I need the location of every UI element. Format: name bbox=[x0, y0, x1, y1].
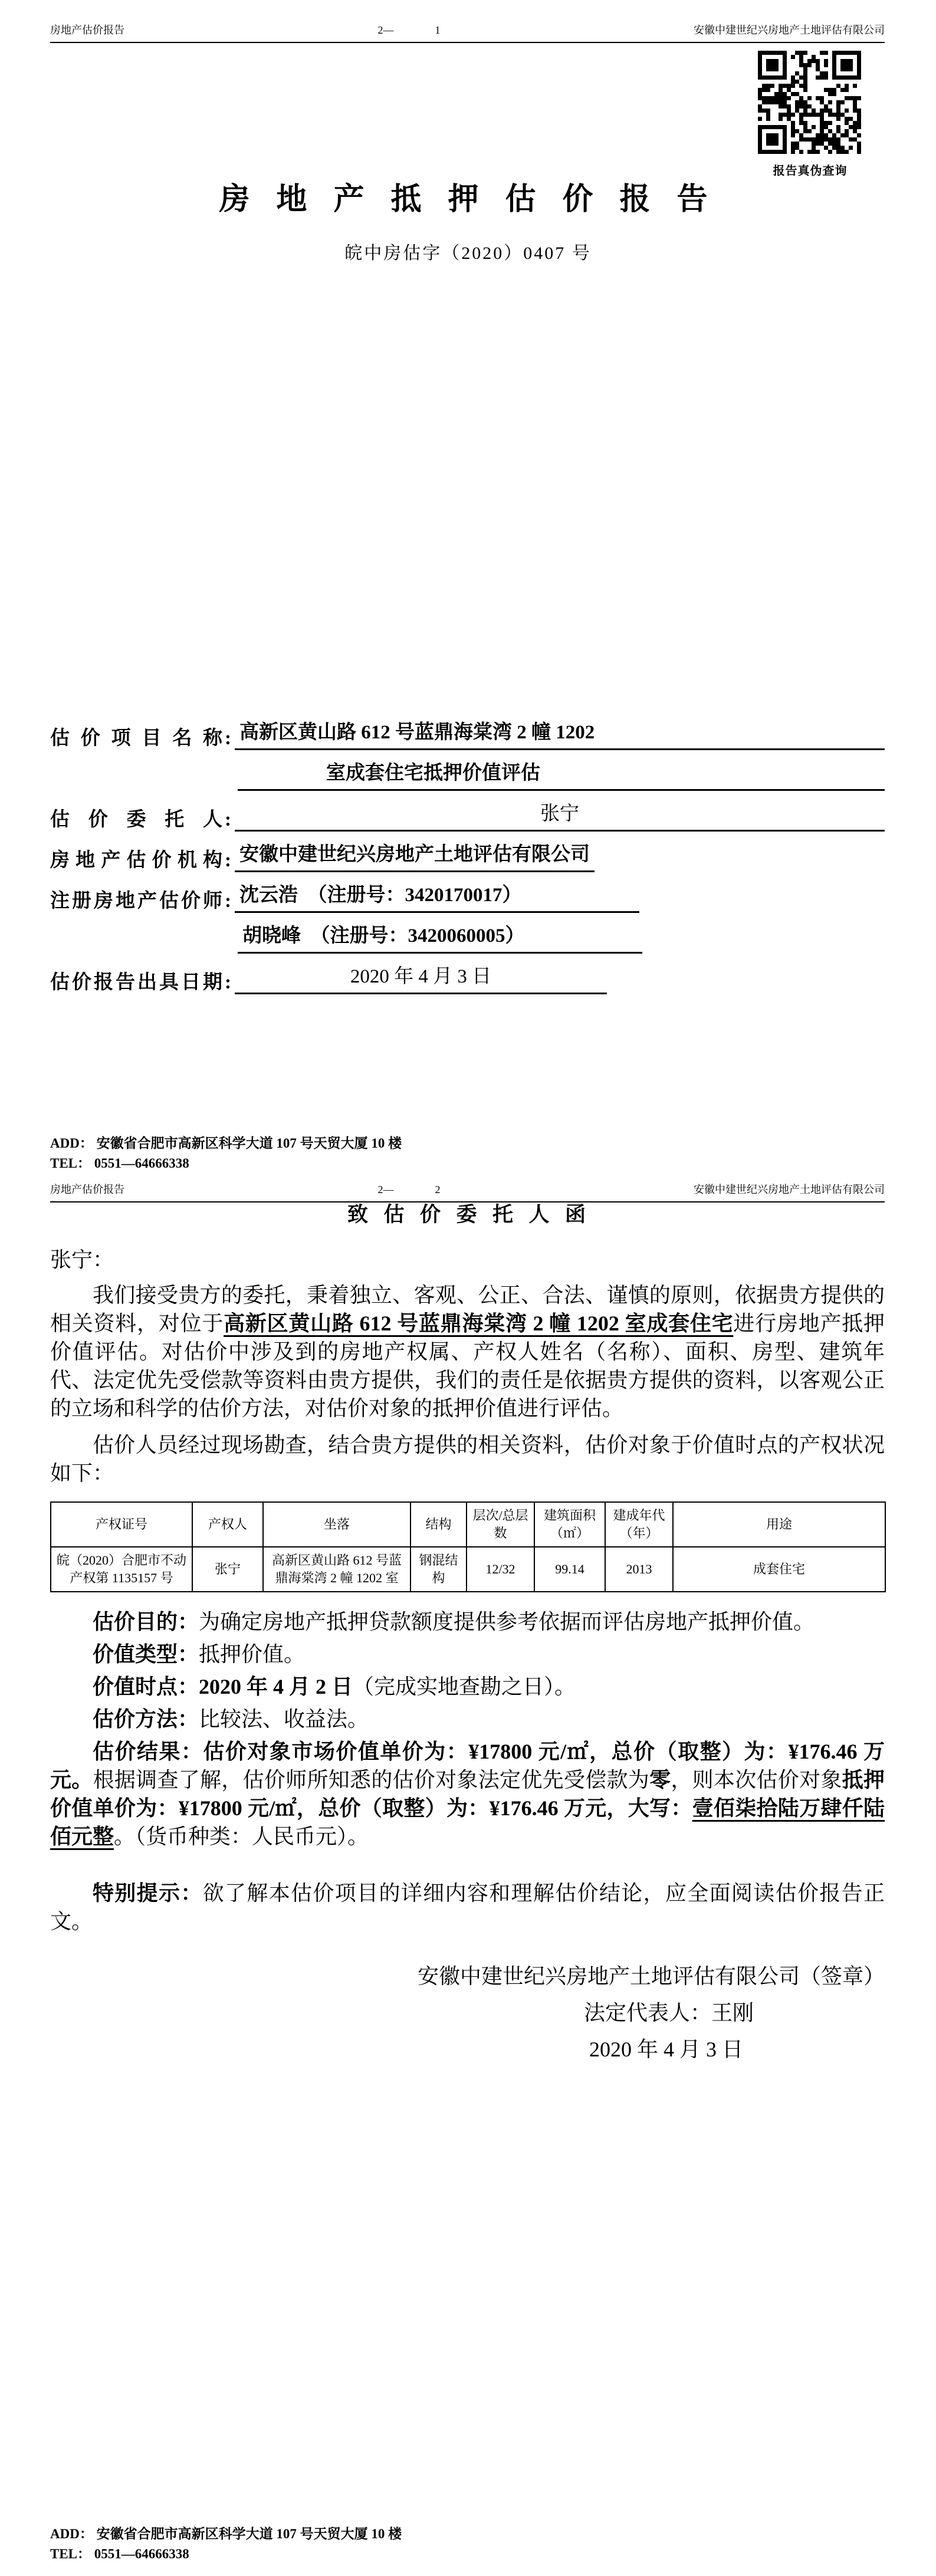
qr-block bbox=[758, 51, 862, 178]
col-header-usage: 用途 bbox=[673, 1502, 885, 1547]
text-segment: 高新区黄山路 612 号蓝鼎海棠湾 2 幢 1202 室成套住宅 bbox=[224, 1312, 734, 1335]
property-rights-table bbox=[50, 1501, 886, 1592]
header-doc-name: 房地产估价报告 bbox=[50, 1184, 124, 1195]
field-value-project-line2: 室成套住宅抵押价值评估 bbox=[238, 761, 885, 791]
field-label-text: 注册房地产估价师 bbox=[50, 891, 222, 912]
document-title: 房 地 产 抵 押 估 价 报 告 bbox=[219, 183, 717, 216]
field-label-report-date bbox=[50, 971, 235, 994]
text-segment: 比较法、收益法。 bbox=[199, 1707, 369, 1731]
text-segment: 价值时点： bbox=[93, 1675, 199, 1698]
page-header bbox=[50, 1183, 885, 1202]
field-label-project bbox=[50, 727, 235, 750]
text-segment: 欲了解本估价项目的详细内容和理解估价结论，应全面阅读估价报告正文。 bbox=[50, 1881, 885, 1933]
text-segment: 抵押价值单价为：¥17800 元/㎡，总价（取整）为：¥176.46 万元 bbox=[50, 1768, 885, 1820]
paragraph-survey: 估价人员经过现场勘查，结合贵方提供的相关资料，估价对象于价值时点的产权状况如下： bbox=[50, 1433, 885, 1485]
text-segment: 。（货币种类：人民币元）。 bbox=[114, 1825, 369, 1848]
text-segment: 估价对象市场价值单价为：¥17800 元/㎡，总价（取整）为：¥176.46 万元。 bbox=[50, 1740, 885, 1792]
page-number-value: 2 bbox=[435, 1184, 441, 1195]
field-colon: : bbox=[225, 809, 231, 830]
footer-phone: TEL： 0551—64666338 bbox=[50, 2547, 189, 2561]
text-segment: 特别提示： bbox=[93, 1881, 203, 1905]
text-segment: ，则本次估价对象 bbox=[671, 1768, 842, 1792]
text-segment: 我们接受贵方的委托，秉着独立、客观、公正、合法、谨慎的原则，依据贵方提供的相关资料，对位于 bbox=[50, 1283, 885, 1335]
header-doc-name: 房地产估价报告 bbox=[50, 24, 124, 36]
header-page-number bbox=[378, 24, 441, 37]
field-value-agency: 安徽中建世纪兴房地产土地评估有限公司 bbox=[235, 843, 595, 872]
text-segment: 零 bbox=[649, 1768, 671, 1792]
header-page-number bbox=[378, 1183, 441, 1196]
signature-date: 2020 年 4 月 3 日 bbox=[589, 2038, 743, 2061]
letter-page bbox=[0, 1179, 936, 2576]
field-value-appraiser-1: 沈云浩 （注册号：3420170017） bbox=[235, 883, 639, 913]
field-value-project-line1: 高新区黄山路 612 号蓝鼎海棠湾 2 幢 1202 bbox=[235, 721, 885, 750]
page-number-value: 1 bbox=[435, 24, 441, 36]
col-header-area: 建筑面积（㎡） bbox=[534, 1502, 605, 1547]
col-header-structure: 结构 bbox=[410, 1502, 467, 1547]
header-company-name: 安徽中建世纪兴房地产土地评估有限公司 bbox=[694, 1184, 885, 1195]
field-row-client bbox=[50, 802, 885, 832]
text-segment: ，大写： bbox=[606, 1796, 692, 1820]
text-segment: 抵押价值。 bbox=[199, 1642, 306, 1666]
field-value-report-date: 2020 年 4 月 3 日 bbox=[235, 965, 607, 994]
item-value-date bbox=[50, 1673, 885, 1701]
page-footer bbox=[50, 1133, 402, 1174]
field-label-appraiser bbox=[50, 889, 235, 913]
text-segment: 2020 年 4 月 2 日 bbox=[199, 1675, 353, 1698]
field-value-appraiser-2: 胡晓峰 （注册号：3420060005） bbox=[238, 924, 642, 954]
item-appraisal-method bbox=[50, 1705, 885, 1733]
signature-representative: 法定代表人：王刚 bbox=[583, 2001, 754, 2025]
field-label-client bbox=[50, 808, 235, 832]
text-segment: 进行房地产抵押价值评估。对估价中涉及到的房地产权属、产权人姓名（名称）、面积、房型、建筑年代、法定优先受偿款等资料由贵方提供，我们的责任是依据贵方提供的资料，以客观公正的立场和科学的估价方法，对估价对象的抵押价值进行评估。 bbox=[50, 1312, 885, 1420]
text-segment: 估价结果： bbox=[93, 1740, 203, 1763]
field-row-appraiser-2 bbox=[50, 924, 885, 954]
field-value-client: 张宁 bbox=[235, 802, 885, 832]
signature-company: 安徽中建世纪兴房地产土地评估有限公司（签章） bbox=[417, 1964, 885, 1988]
cell-year-built: 2013 bbox=[605, 1547, 673, 1592]
field-label-text: 估 价 委 托 人 bbox=[50, 809, 222, 830]
cell-area: 99.14 bbox=[534, 1547, 605, 1592]
field-colon: : bbox=[225, 891, 231, 912]
salutation: 张宁： bbox=[50, 1248, 114, 1271]
field-label-text: 估 价 项 目 名 称 bbox=[50, 728, 222, 749]
field-label-text: 估价报告出具日期 bbox=[50, 972, 222, 993]
field-row-project bbox=[50, 721, 885, 750]
cell-certificate-no: 皖（2020）合肥市不动产权第 1135157 号 bbox=[51, 1547, 192, 1592]
signature-block bbox=[50, 1958, 885, 2068]
paragraph-special-note bbox=[50, 1879, 885, 1936]
footer-address: ADD： 安徽省合肥市高新区科学大道 107 号天贸大厦 10 楼 bbox=[50, 2526, 402, 2541]
col-header-location: 坐落 bbox=[263, 1502, 410, 1547]
page-number-prefix: 2— bbox=[377, 24, 394, 36]
text-segment: 根据调查了解，估价师所知悉的估价对象法定优先受偿款为 bbox=[93, 1768, 650, 1792]
text-segment: 价值类型： bbox=[93, 1642, 199, 1666]
cover-fields bbox=[50, 721, 885, 1006]
col-header-certificate-no: 产权证号 bbox=[51, 1502, 192, 1547]
table-header-row bbox=[51, 1502, 885, 1547]
paragraph-appraisal-result bbox=[50, 1737, 885, 1851]
page-number-prefix: 2— bbox=[377, 1184, 394, 1195]
letter-title: 致 估 价 委 托 人 函 bbox=[347, 1203, 587, 1226]
text-segment: 为确定房地产抵押贷款额度提供参考依据而评估房地产抵押价值。 bbox=[199, 1610, 815, 1634]
field-row-agency bbox=[50, 843, 885, 872]
table-data-row bbox=[51, 1547, 885, 1592]
cell-structure: 钢混结构 bbox=[410, 1547, 467, 1592]
cell-owner: 张宁 bbox=[192, 1547, 263, 1592]
cell-location: 高新区黄山路 612 号蓝鼎海棠湾 2 幢 1202 室 bbox=[263, 1547, 410, 1592]
page-footer bbox=[50, 2524, 402, 2564]
letter-content bbox=[50, 1201, 885, 2068]
text-segment: 估价目的： bbox=[93, 1610, 199, 1634]
report-number: 皖中房估字（2020）0407 号 bbox=[344, 244, 592, 263]
qr-code bbox=[758, 51, 861, 154]
item-appraisal-purpose bbox=[50, 1608, 885, 1636]
field-row-report-date bbox=[50, 965, 885, 994]
field-row-project-continued bbox=[50, 761, 885, 791]
cover-page bbox=[0, 0, 936, 1179]
col-header-owner: 产权人 bbox=[192, 1502, 263, 1547]
footer-phone: TEL： 0551—64666338 bbox=[50, 1156, 189, 1171]
page-header bbox=[50, 24, 885, 43]
field-colon: : bbox=[225, 972, 231, 993]
col-header-year-built: 建成年代（年） bbox=[605, 1502, 673, 1547]
header-company-name: 安徽中建世纪兴房地产土地评估有限公司 bbox=[694, 24, 885, 36]
field-colon: : bbox=[225, 850, 231, 871]
text-segment: 估价方法： bbox=[93, 1707, 199, 1731]
paragraph-commission bbox=[50, 1281, 885, 1422]
item-value-type bbox=[50, 1640, 885, 1668]
field-label-agency bbox=[50, 849, 235, 872]
footer-address: ADD： 安徽省合肥市高新区科学大道 107 号天贸大厦 10 楼 bbox=[50, 1136, 402, 1151]
col-header-floor: 层次/总层数 bbox=[467, 1502, 534, 1547]
cell-usage: 成套住宅 bbox=[673, 1547, 885, 1592]
qr-caption: 报告真伪查询 bbox=[773, 165, 848, 178]
cell-floor: 12/32 bbox=[467, 1547, 534, 1592]
field-row-appraiser-1 bbox=[50, 883, 885, 913]
field-label-text: 房地产估价机构 bbox=[50, 850, 222, 871]
text-segment: （完成实地查勘之日）。 bbox=[353, 1675, 576, 1698]
text-segment: 壹佰柒拾陆万肆仟陆佰元整 bbox=[50, 1796, 885, 1848]
field-colon: : bbox=[225, 728, 231, 749]
